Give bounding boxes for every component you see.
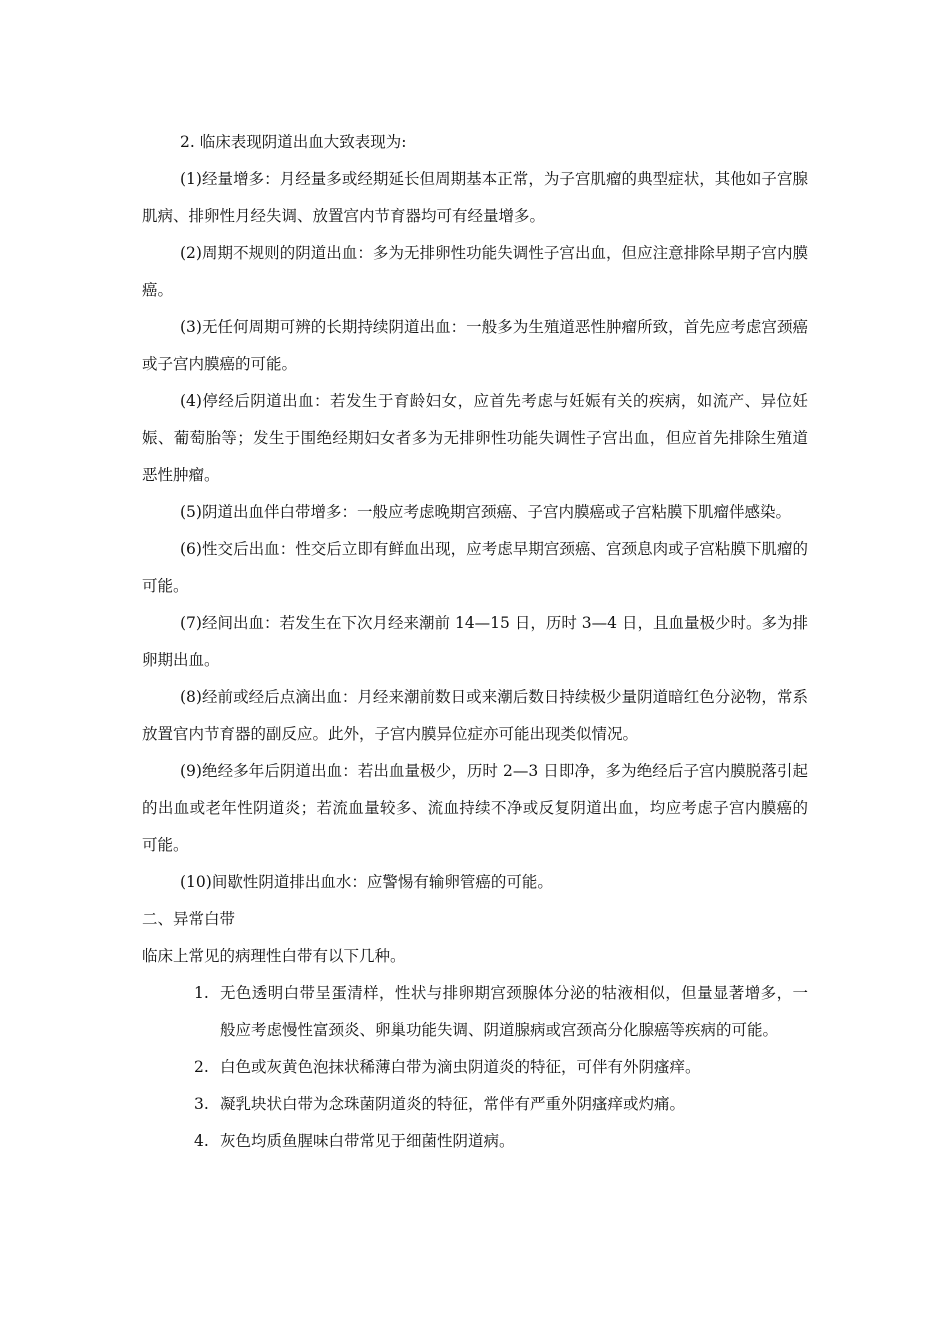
list-item-text: 白色或灰黄色泡抹状稀薄白带为滴虫阴道炎的特征，可伴有外阴瘙痒。 — [220, 1058, 701, 1076]
bleeding-item-3: (3)无任何周期可辨的长期持续阴道出血：一般多为生殖道恶性肿瘤所致，首先应考虑宫颈癌或子宫内膜癌的可能。 — [142, 318, 808, 373]
list-item — [142, 1049, 808, 1086]
leukorrhea-intro: 临床上常见的病理性白带有以下几种。 — [142, 947, 406, 965]
bleeding-item-4: (4)停经后阴道出血：若发生于育龄妇女，应首先考虑与妊娠有关的疾病，如流产、异位妊娠、葡萄胎等；发生于围绝经期妇女者多为无排卵性功能失调性子宫出血，但应首先排除生殖道恶性肿瘤。 — [142, 392, 808, 484]
section-heading-leukorrhea: 二、异常白带 — [142, 910, 236, 928]
list-item-number: 1. — [194, 984, 209, 1002]
leukorrhea-list — [142, 975, 808, 1160]
bleeding-item-5: (5)阴道出血伴白带增多：一般应考虑晚期宫颈癌、子宫内膜癌或子宫粘膜下肌瘤伴感染。 — [180, 503, 791, 521]
bleeding-item-7: (7)经间出血：若发生在下次月经来潮前 14—15 日，历时 3—4 日，且血量极少时。多为排卵期出血。 — [142, 614, 808, 669]
list-item-text: 凝乳块状白带为念珠菌阴道炎的特征，常伴有严重外阴瘙痒或灼痛。 — [220, 1095, 686, 1113]
list-item-text: 灰色均质鱼腥味白带常见于细菌性阴道病。 — [220, 1132, 515, 1150]
bleeding-item-9: (9)绝经多年后阴道出血：若出血量极少，历时 2—3 日即净，多为绝经后子宫内膜脱落引起的出血或老年性阴道炎；若流血量较多、流血持续不净或反复阴道出血，均应考虑子宫内膜癌的可能。 — [142, 762, 808, 854]
list-item — [142, 1086, 808, 1123]
list-item-number: 2. — [194, 1058, 209, 1076]
section-2-title: 2. 临床表现阴道出血大致表现为: — [180, 133, 407, 151]
list-item-number: 4. — [194, 1132, 209, 1150]
bleeding-item-1: (1)经量增多：月经量多或经期延长但周期基本正常，为子宫肌瘤的典型症状，其他如子宫腺肌病、排卵性月经失调、放置宫内节育器均可有经量增多。 — [142, 170, 808, 225]
bleeding-item-10: (10)间歇性阴道排出血水：应警惕有输卵管癌的可能。 — [180, 873, 553, 891]
bleeding-item-2: (2)周期不规则的阴道出血：多为无排卵性功能失调性子宫出血，但应注意排除早期子宫内膜癌。 — [142, 244, 808, 299]
list-item — [142, 975, 808, 1049]
list-item-text: 无色透明白带呈蛋清样，性状与排卵期宫颈腺体分泌的牯液相似，但量显著增多，一般应考虑慢性富颈炎、卵巢功能失调、阴道腺病或宫颈高分化腺癌等疾病的可能。 — [220, 984, 808, 1039]
bleeding-item-6: (6)性交后出血：性交后立即有鲜血出现，应考虑早期宫颈癌、宫颈息肉或子宫粘膜下肌瘤的可能。 — [142, 540, 808, 595]
list-item-number: 3. — [194, 1095, 209, 1113]
list-item — [142, 1123, 808, 1160]
bleeding-item-8: (8)经前或经后点滴出血：月经来潮前数日或来潮后数日持续极少量阴道暗红色分泌物，常系放置官内节育器的副反应。此外，子宫内膜异位症亦可能出现类似情况。 — [142, 688, 808, 743]
